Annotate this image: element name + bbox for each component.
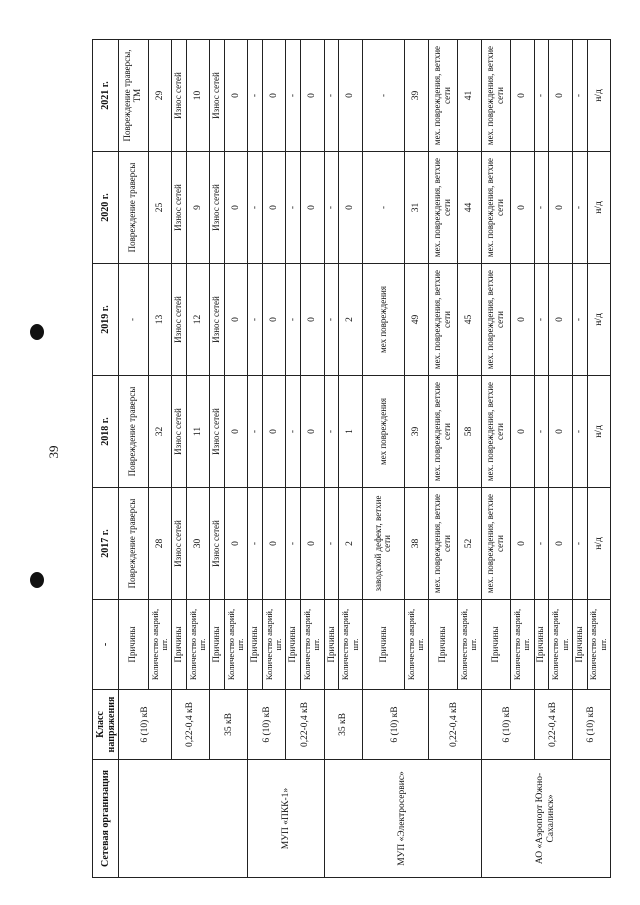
value-cell: 2 bbox=[339, 264, 362, 376]
value-cell: 58 bbox=[458, 376, 481, 488]
value-cell: 44 bbox=[458, 152, 481, 264]
value-cell: Износ сетей bbox=[172, 152, 187, 264]
value-cell: 0 bbox=[549, 488, 572, 600]
value-cell: - bbox=[534, 264, 549, 376]
value-cell: 13 bbox=[148, 264, 171, 376]
value-cell: 9 bbox=[186, 152, 209, 264]
value-cell: н/д bbox=[587, 488, 611, 600]
value-cell: - bbox=[534, 376, 549, 488]
value-cell: - bbox=[286, 264, 301, 376]
param-cell: Количество аварий, шт. bbox=[186, 600, 209, 690]
value-cell: 0 bbox=[549, 152, 572, 264]
value-cell: - bbox=[286, 376, 301, 488]
page-number: 39 bbox=[46, 445, 61, 459]
table-row bbox=[324, 40, 339, 878]
value-cell: 0 bbox=[301, 376, 324, 488]
voltage-cell: 6 (10) кВ bbox=[119, 690, 172, 760]
value-cell: - bbox=[534, 40, 549, 152]
rotated-table-container bbox=[92, 40, 611, 878]
table-row bbox=[119, 40, 149, 878]
value-cell: Износ сетей bbox=[172, 376, 187, 488]
value-cell: - bbox=[248, 152, 263, 264]
value-cell: 0 bbox=[263, 264, 286, 376]
value-cell: мех. повреждения, ветхие сети bbox=[481, 376, 511, 488]
value-cell: 0 bbox=[339, 152, 362, 264]
value-cell: Повреждение траверсы bbox=[119, 376, 149, 488]
accidents-table bbox=[92, 39, 611, 878]
param-cell: Количество аварий, шт. bbox=[587, 600, 611, 690]
value-cell: - bbox=[572, 488, 587, 600]
table-row bbox=[428, 40, 458, 878]
header-year: 2019 г. bbox=[93, 264, 119, 376]
param-cell: Количество аварий, шт. bbox=[148, 600, 171, 690]
header-row bbox=[93, 40, 119, 878]
org-cell: АО «Аэропорт Южно-Сахалинск» bbox=[481, 760, 611, 878]
value-cell: мех. повреждения, ветхие сети bbox=[481, 264, 511, 376]
value-cell: - bbox=[572, 152, 587, 264]
value-cell: 0 bbox=[511, 40, 534, 152]
param-cell: Причины bbox=[572, 600, 587, 690]
param-cell: Причины bbox=[362, 600, 404, 690]
value-cell: 0 bbox=[225, 264, 248, 376]
value-cell: 10 bbox=[186, 40, 209, 152]
param-cell: Количество аварий, шт. bbox=[301, 600, 324, 690]
value-cell: - bbox=[324, 376, 339, 488]
header-voltage: Класс напряжения bbox=[93, 690, 119, 760]
value-cell: мех. повреждения, ветхие сети bbox=[428, 40, 458, 152]
value-cell: 0 bbox=[263, 376, 286, 488]
table-row bbox=[534, 40, 549, 878]
voltage-cell: 0,22-0,4 кВ bbox=[428, 690, 481, 760]
value-cell: - bbox=[534, 488, 549, 600]
value-cell: 0 bbox=[549, 40, 572, 152]
value-cell: 28 bbox=[148, 488, 171, 600]
voltage-cell: 6 (10) кВ bbox=[362, 690, 428, 760]
value-cell: 0 bbox=[301, 264, 324, 376]
value-cell: Износ сетей bbox=[172, 264, 187, 376]
value-cell: 30 bbox=[186, 488, 209, 600]
value-cell: 39 bbox=[405, 40, 428, 152]
value-cell: Износ сетей bbox=[210, 376, 225, 488]
param-cell: Количество аварий, шт. bbox=[458, 600, 481, 690]
param-cell: Причины bbox=[210, 600, 225, 690]
value-cell: 0 bbox=[549, 264, 572, 376]
value-cell: 39 bbox=[405, 376, 428, 488]
value-cell: 0 bbox=[263, 488, 286, 600]
voltage-cell: 6 (10) кВ bbox=[572, 690, 610, 760]
value-cell: 0 bbox=[301, 488, 324, 600]
value-cell: 0 bbox=[225, 152, 248, 264]
value-cell: мех. повреждения, ветхие сети bbox=[481, 152, 511, 264]
value-cell: заводской дефект, ветхие сети bbox=[362, 488, 404, 600]
value-cell: 0 bbox=[301, 152, 324, 264]
value-cell: мех. повреждения, ветхие сети bbox=[428, 264, 458, 376]
value-cell: - bbox=[572, 40, 587, 152]
value-cell: 11 bbox=[186, 376, 209, 488]
value-cell: - bbox=[119, 264, 149, 376]
param-cell: Количество аварий, шт. bbox=[339, 600, 362, 690]
value-cell: 0 bbox=[263, 152, 286, 264]
table-row bbox=[210, 40, 225, 878]
value-cell: - bbox=[248, 488, 263, 600]
value-cell: мех повреждения bbox=[362, 376, 404, 488]
value-cell: Износ сетей bbox=[172, 40, 187, 152]
value-cell: 0 bbox=[225, 40, 248, 152]
value-cell: 0 bbox=[511, 376, 534, 488]
param-cell: Количество аварий, шт. bbox=[263, 600, 286, 690]
param-cell: Причины bbox=[428, 600, 458, 690]
value-cell: 0 bbox=[511, 264, 534, 376]
header-year: 2018 г. bbox=[93, 376, 119, 488]
org-cell: МУП «ПКК-1» bbox=[248, 760, 324, 878]
value-cell: - bbox=[572, 376, 587, 488]
value-cell: 0 bbox=[339, 40, 362, 152]
header-year: 2017 г. bbox=[93, 488, 119, 600]
value-cell: 52 bbox=[458, 488, 481, 600]
value-cell: - bbox=[362, 152, 404, 264]
value-cell: 1 bbox=[339, 376, 362, 488]
voltage-cell: 6 (10) кВ bbox=[248, 690, 286, 760]
table-row bbox=[286, 40, 301, 878]
value-cell: - bbox=[248, 40, 263, 152]
value-cell: Износ сетей bbox=[210, 40, 225, 152]
value-cell: - bbox=[286, 40, 301, 152]
value-cell: - bbox=[248, 264, 263, 376]
voltage-cell: 0,22-0,4 кВ bbox=[534, 690, 572, 760]
value-cell: - bbox=[324, 264, 339, 376]
param-cell: Количество аварий, шт. bbox=[549, 600, 572, 690]
param-cell: Количество аварий, шт. bbox=[225, 600, 248, 690]
param-cell: Количество аварий, шт. bbox=[405, 600, 428, 690]
value-cell: 12 bbox=[186, 264, 209, 376]
value-cell: 41 bbox=[458, 40, 481, 152]
value-cell: 0 bbox=[301, 40, 324, 152]
header-year: 2020 г. bbox=[93, 152, 119, 264]
table-row bbox=[248, 40, 263, 878]
value-cell: н/д bbox=[587, 264, 611, 376]
org-cell: МУП «Электросервис» bbox=[324, 760, 481, 878]
value-cell: Износ сетей bbox=[210, 152, 225, 264]
header-year: 2021 г. bbox=[93, 40, 119, 152]
value-cell: 32 bbox=[148, 376, 171, 488]
value-cell: - bbox=[286, 488, 301, 600]
value-cell: 2 bbox=[339, 488, 362, 600]
value-cell: - bbox=[286, 152, 301, 264]
table-row bbox=[572, 40, 587, 878]
value-cell: 31 bbox=[405, 152, 428, 264]
value-cell: 38 bbox=[405, 488, 428, 600]
table-row bbox=[481, 40, 511, 878]
value-cell: н/д bbox=[587, 376, 611, 488]
table-row bbox=[172, 40, 187, 878]
voltage-cell: 6 (10) кВ bbox=[481, 690, 534, 760]
param-cell: Причины bbox=[119, 600, 149, 690]
param-cell: Причины bbox=[534, 600, 549, 690]
value-cell: Повреждение траверсы bbox=[119, 488, 149, 600]
header-org: Сетевая организация bbox=[93, 760, 119, 878]
value-cell: мех. повреждения, ветхие сети bbox=[428, 488, 458, 600]
value-cell: - bbox=[572, 264, 587, 376]
value-cell: мех. повреждения, ветхие сети bbox=[428, 152, 458, 264]
param-cell: Причины bbox=[172, 600, 187, 690]
voltage-cell: 35 кВ bbox=[324, 690, 362, 760]
param-cell: Причины bbox=[481, 600, 511, 690]
voltage-cell: 0,22-0,4 кВ bbox=[286, 690, 324, 760]
value-cell: н/д bbox=[587, 40, 611, 152]
value-cell: 0 bbox=[225, 376, 248, 488]
value-cell: - bbox=[324, 152, 339, 264]
table-row bbox=[362, 40, 404, 878]
value-cell: 0 bbox=[511, 152, 534, 264]
punch-hole-top bbox=[30, 324, 44, 340]
param-cell: Причины bbox=[286, 600, 301, 690]
value-cell: - bbox=[362, 40, 404, 152]
value-cell: мех. повреждения, ветхие сети bbox=[481, 40, 511, 152]
voltage-cell: 35 кВ bbox=[210, 690, 248, 760]
value-cell: - bbox=[324, 40, 339, 152]
value-cell: 29 bbox=[148, 40, 171, 152]
value-cell: Повреждение траверсы, ТМ bbox=[119, 40, 149, 152]
header-param: - bbox=[93, 600, 119, 690]
value-cell: 0 bbox=[225, 488, 248, 600]
value-cell: 45 bbox=[458, 264, 481, 376]
value-cell: мех повреждения bbox=[362, 264, 404, 376]
param-cell: Причины bbox=[248, 600, 263, 690]
value-cell: - bbox=[324, 488, 339, 600]
value-cell: Износ сетей bbox=[210, 264, 225, 376]
value-cell: 49 bbox=[405, 264, 428, 376]
value-cell: 25 bbox=[148, 152, 171, 264]
value-cell: мех. повреждения, ветхие сети bbox=[428, 376, 458, 488]
value-cell: - bbox=[534, 152, 549, 264]
value-cell: 0 bbox=[263, 40, 286, 152]
punch-hole-bottom bbox=[30, 572, 44, 588]
value-cell: Износ сетей bbox=[172, 488, 187, 600]
value-cell: 0 bbox=[549, 376, 572, 488]
voltage-cell: 0,22-0,4 кВ bbox=[172, 690, 210, 760]
value-cell: мех. повреждения, ветхие сети bbox=[481, 488, 511, 600]
param-cell: Количество аварий, шт. bbox=[511, 600, 534, 690]
value-cell: 0 bbox=[511, 488, 534, 600]
value-cell: н/д bbox=[587, 152, 611, 264]
value-cell: - bbox=[248, 376, 263, 488]
param-cell: Причины bbox=[324, 600, 339, 690]
value-cell: Износ сетей bbox=[210, 488, 225, 600]
value-cell: Повреждение траверсы bbox=[119, 152, 149, 264]
org-cell bbox=[119, 760, 248, 878]
